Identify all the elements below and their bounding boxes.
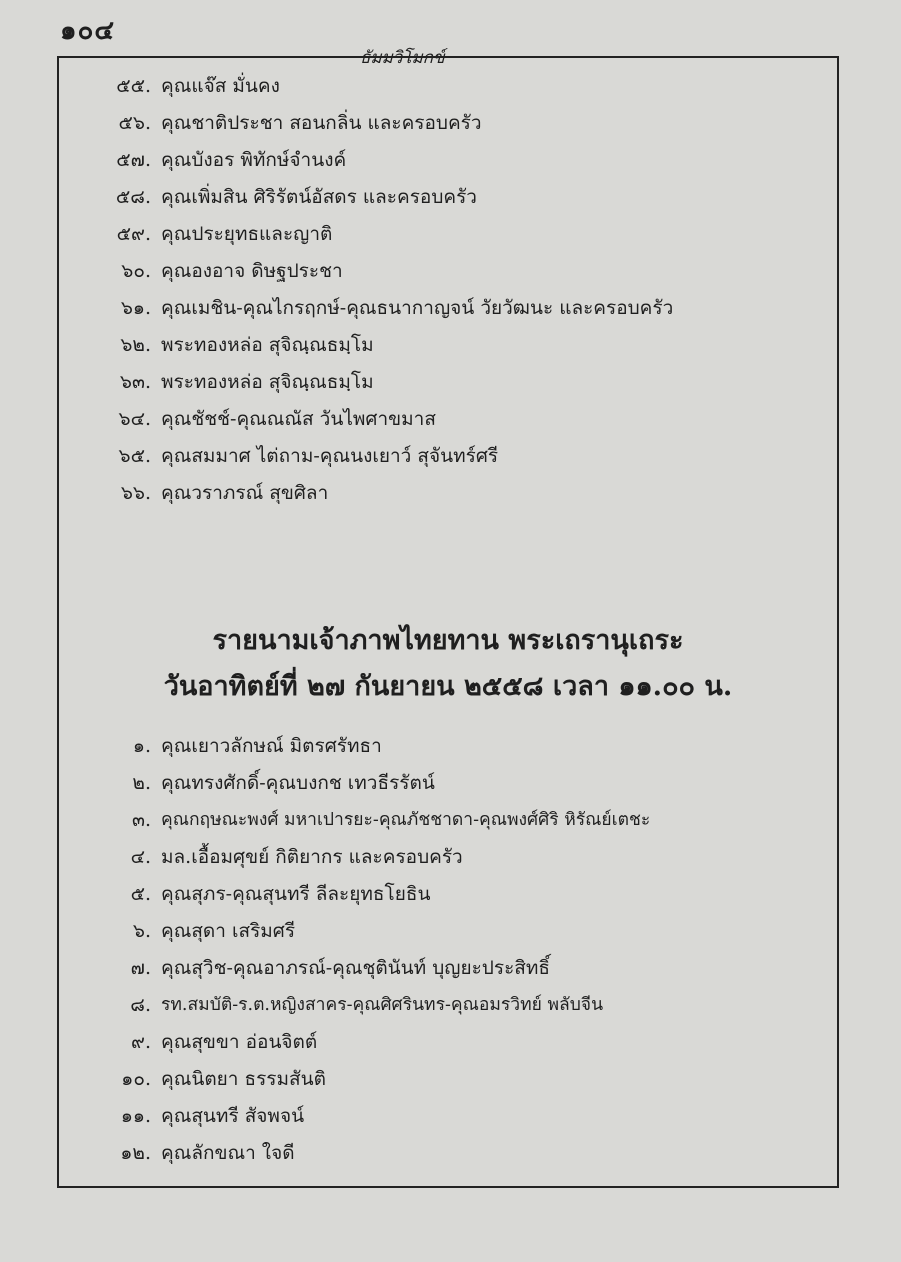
- running-head: ธัมมวิโมกข์: [360, 48, 445, 68]
- content-frame: ๕๕. คุณแจ๊ส มั่นคง ๕๖. คุณชาติประชา สอนกลิ่น และครอบครัว ๕๗. คุณบังอร พิทักษ์จำนงค์ ๕๘. คุณเพิ่มสิน ศิริรัตน์อัสดร และครอบครัว ๕๙. คุณประยุทธและญาติ ๖๐. คุณองอาจ ดิษฐประชา ๖๑. คุณเมชิน-คุณไกรฤกษ์-คุณธนากาญจน์ วัยวัฒนะ และครอบครัว ๖๒. พระทองหล่อ สุจิณฺณธมฺโม ๖๓. พระทองหล่อ สุจิณฺณธมฺโม ๖๔. คุณชัชช์-คุณณณัส วันไพศาขมาส ๖๕. คุณสมมาศ ไต่ถาม-คุณนงเยาว์ สุจันทร์ศรี ๖๖. คุณวราภรณ์ สุขศิลา รายนามเจ้าภาพไทยทาน พระเถรานุเถระ วันอาทิตย์ที่ ๒๗ กันยายน ๒๕๕๘ เวลา ๑๑.๐๐ น. ๑. คุณเยาวลักษณ์ มิตรศรัทธา ๒. คุณทรงศักดิ์-คุณบงกช เทวธีรรัตน์ ๓. คุณกฤษณะพงศ์ มหาเปารยะ-คุณภัชชาดา-คุณพงศ์ศิริ หิรัณย์เตชะ ๔. มล.เอื้อมศุขย์ กิติยากร และครอบครัว ๕. คุณสุภร-คุณสุนทรี ลีละยุทธโยธิน ๖. คุณสุดา เสริมศรี ๗. คุณสุวิช-คุณอาภรณ์-คุณชุตินันท์ บุญยะประสิทธิ์ ๘. รท.สมบัติ-ร.ต.หญิงสาคร-คุณศิศรินทร-คุณอมรวิทย์ พลับจีน ๙. คุณสุขขา อ่อนจิตต์ ๑๐. คุณนิตยา ธรรมสันติ ๑๑. คุณสุนทรี สัจพจน์ ๑๒. คุณลักขณา ใจดี: [57, 56, 839, 1188]
- page-number: ๑๐๔: [60, 16, 116, 46]
- section-date: วันอาทิตย์ที่ ๒๗ กันยายน ๒๕๕๘ เวลา ๑๑.๐๐ น.: [163, 671, 733, 702]
- section-title: รายนามเจ้าภาพไทยทาน พระเถรานุเถระ: [212, 625, 684, 656]
